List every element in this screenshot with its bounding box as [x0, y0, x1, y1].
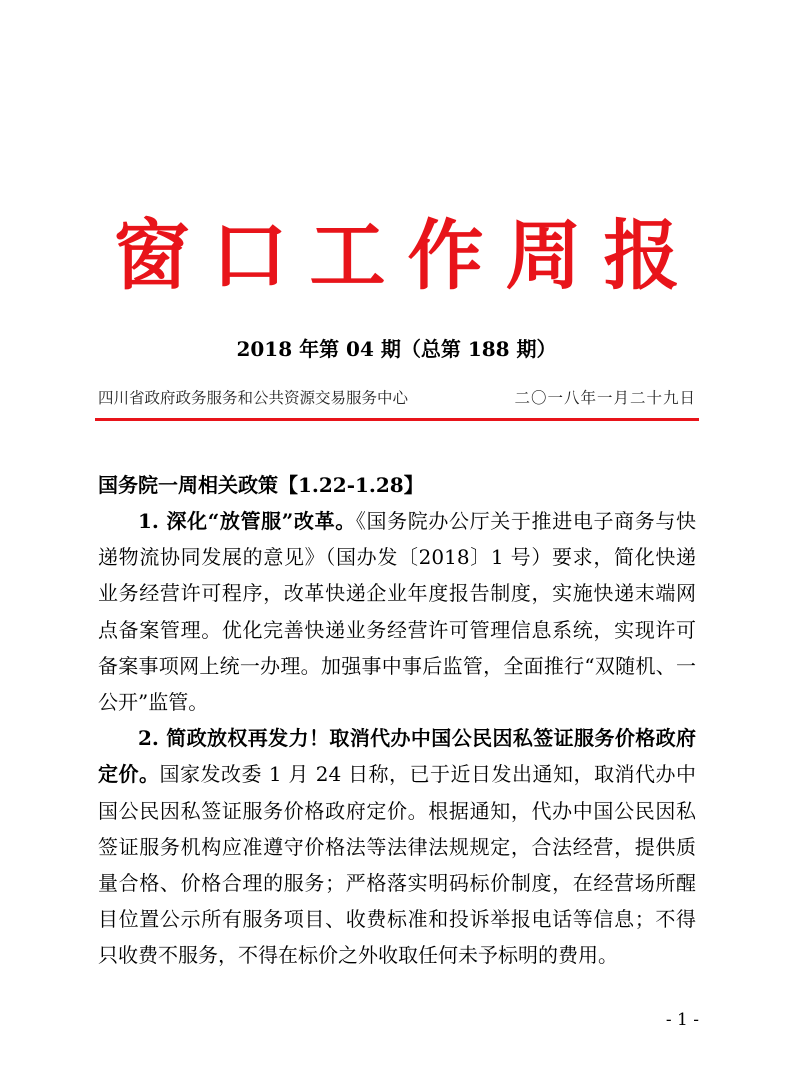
policy-item-lead: 2. 简政放权再发力！取消代办中国公民因私签证服务价格政府定价。 [98, 726, 696, 787]
masthead-title: 窗口工作周报 [113, 211, 702, 300]
policy-item-body: 《国务院办公厅关于推进电子商务与快递物流协同发展的意见》（国办发〔2018〕1 号）要求，简化快递业务经营许可程序，改革快递企业年度报告制度，实施快递末端网点备案管理。优化完善快递业务经营许可管理信息系统，实现许可备案事项网上统一办理。加强事中事后监管，全面推行“双随机、一公开”监管。 [98, 509, 697, 715]
publisher-organization: 四川省政府政务服务和公共资源交易服务中心 [98, 389, 409, 407]
section-heading: 国务院一周相关政策【1.22-1.28】 [98, 473, 424, 497]
policy-item [98, 720, 696, 973]
publish-date: 二〇一八年一月二十九日 [514, 389, 696, 407]
red-divider [95, 418, 699, 421]
page-number: - 1 - [665, 1010, 699, 1030]
policy-item-body: 国家发改委 1 月 24 日称，已于近日发出通知，取消代办中国公民因私签证服务价格政府定价。根据通知，代办中国公民因私签证服务机构应准遵守价格法等法律法规规定，合法经营，提供质量合格、价格合理的服务；严格落实明码标价制度，在经营场所醒目位置公示所有服务项目、收费标准和投诉举报电话等信息；不得只收费不服务，不得在标价之外收取任何未予标明的费用。 [98, 762, 697, 968]
issue-number: 2018 年第 04 期（总第 188 期） [236, 337, 557, 361]
policy-item-lead: 1. 深化“放管服”改革。 [138, 509, 356, 533]
report-body [98, 467, 696, 974]
publisher-row [98, 384, 696, 412]
policy-item [98, 503, 696, 720]
